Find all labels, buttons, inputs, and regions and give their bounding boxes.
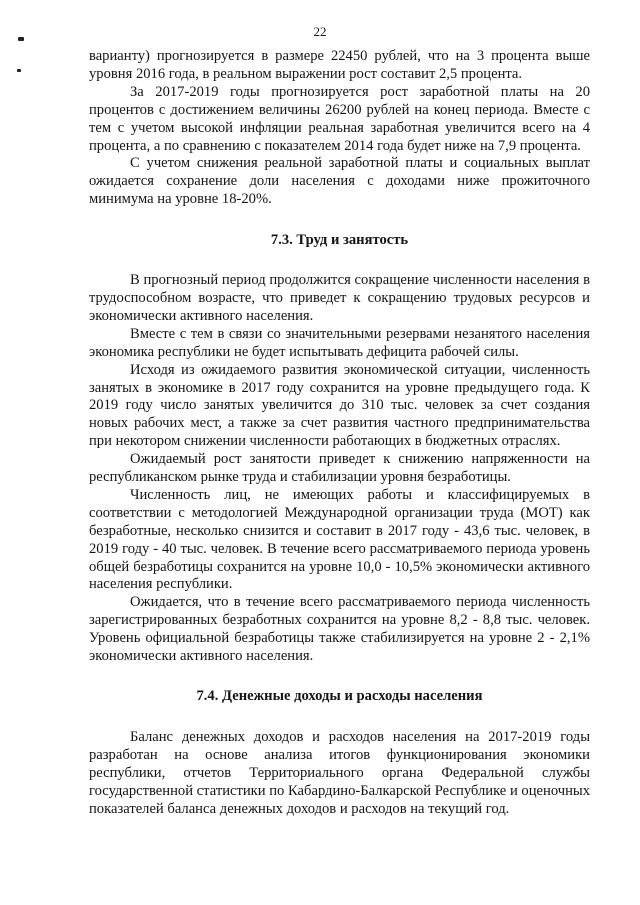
document-body [89, 48, 590, 818]
paragraph: Ожидаемый рост занятости приведет к снижению напряженности на республиканском рынке труда и стабилизации уровня безработицы. [89, 451, 590, 486]
page-number: 22 [313, 24, 327, 39]
paragraph: В прогнозный период продолжится сокращение численности населения в трудоспособном возрасте, что приведет к сокращению трудовых ресурсов и экономически активного населения. [89, 272, 590, 324]
section-heading-7-3: 7.3. Труд и занятость [270, 232, 409, 249]
paragraph: Вместе с тем в связи со значительными резервами незанятого населения экономика республики не будет испытывать дефицита рабочей силы. [89, 325, 590, 360]
section-heading-7-4: 7.4. Денежные доходы и расходы населения [196, 688, 483, 704]
scan-mark-lower [17, 69, 21, 72]
paragraph: С учетом снижения реальной заработной платы и социальных выплат ожидается сохранение доли населения с доходами ниже прожиточного минимума на уровне 18-20%. [89, 155, 590, 208]
paragraph: Ожидается, что в течение всего рассматриваемого периода численность зарегистрированных безработных сохранится на уровне 8,2 - 8,8 тыс. человек. Уровень официальной безработицы также стабилизируется на уровне 2 - 2,1% экономически активного населения. [89, 594, 590, 665]
paragraph: За 2017-2019 годы прогнозируется рост заработной платы на 20 процентов с достижением величины 26200 рублей на конец периода. Вместе с тем с учетом высокой инфляции реальная заработная увеличится всего на 4 процента, а по сравнению с показателем 2014 года будет ниже на 7,9 процента. [89, 83, 590, 154]
paragraph: варианту) прогнозируется в размере 22450 рублей, что на 3 процента выше уровня 2016 года, в реальном выражении рост составит 2,5 процента. [89, 48, 590, 82]
paragraph: Баланс денежных доходов и расходов населения на 2017-2019 годы разработан на основе анализа итогов функционирования экономики республики, отчетов Территориального органа Федеральной службы государственной статистики по Кабардино-Балкарской Республике и оценочных показателей баланса денежных доходов и расходов на текущий год. [89, 728, 590, 817]
paragraph: Численность лиц, не имеющих работы и классифицируемых в соответствии с методологией Международной организации труда (МОТ) как безработные, несколько снизится и составит в 2017 году - 43,6 тыс. человек, в 2019 году - 40 тыс. человек. В течение всего рассматриваемого периода уровень общей безработицы сохранится на уровне 10,0 - 10,5% экономически активного населения республики. [89, 486, 590, 593]
paragraph: Исходя из ожидаемого развития экономической ситуации, численность занятых в экономике в 2017 году сохранится на уровне предыдущего года. К 2019 году число занятых увеличится до 310 тыс. человек за счет создания новых рабочих мест, а также за счет развития частного предпринимательства при некотором снижении численности работающих в бюджетных отраслях. [89, 361, 590, 450]
